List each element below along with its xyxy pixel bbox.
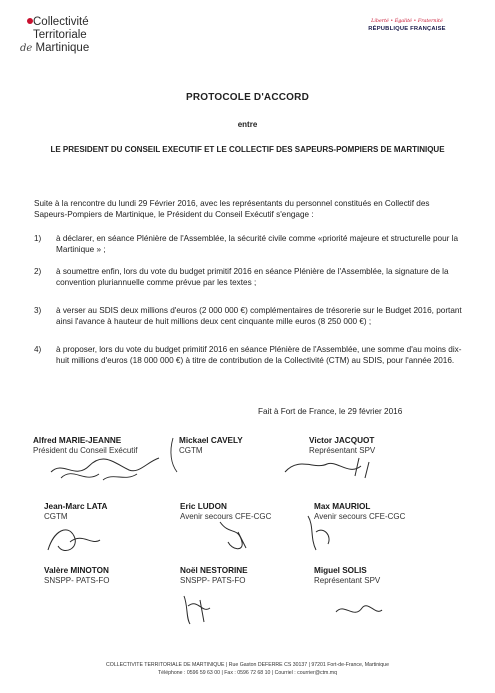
signatory-name: Noël NESTORINE — [180, 566, 248, 575]
place-date: Fait à Fort de France, le 29 février 2016 — [258, 407, 403, 416]
parties-title: LE PRESIDENT DU CONSEIL EXECUTIF ET LE COLLECTIF DES SAPEURS-POMPIERS DE MARTINIQUE — [50, 145, 445, 154]
item-text: à déclarer, en séance Plénière de l'Assemblée, la sécurité civile comme «priorité majeure et structurelle pour la Martinique » ; — [56, 234, 459, 254]
item-number: 1) — [34, 234, 42, 243]
footer-contact: Téléphone : 0596 59 63 00 | Fax : 0596 72 68 10 | Courriel : courrier@ctm.mq — [158, 670, 337, 676]
handwritten-signature — [179, 436, 319, 496]
item-number: 2) — [34, 267, 42, 276]
signatory-role: Président du Conseil Exécutif — [33, 446, 138, 455]
signatory-role: CGTM — [179, 446, 203, 455]
signatory-name: Miguel SOLIS — [314, 566, 367, 575]
intro-paragraph: Suite à la rencontre du lundi 29 Février 2016, avec les représentants du personnel constitués en Collectif des Sapeurs-Pompiers de Martinique, le Président du Conseil Exécutif s'engage : — [34, 199, 430, 219]
handwritten-signature — [309, 436, 449, 496]
between-label: entre — [237, 120, 258, 129]
item-number: 3) — [34, 306, 42, 315]
signatory-role: Représentant SPV — [309, 446, 376, 455]
signatory-name: Mickael CAVELY — [179, 436, 243, 445]
footer-address: COLLECTIVITE TERRITORIALE DE MARTINIQUE | Rue Gaston DEFERRE CS 30137 | 97201 Fort-de-France, Martinique — [106, 662, 389, 668]
republique-francaise: RÉPUBLIQUE FRANÇAISE — [368, 26, 446, 32]
handwritten-signature — [314, 566, 454, 636]
signatory-name: Victor JACQUOT — [309, 436, 375, 445]
signatory-name: Jean-Marc LATA — [44, 502, 108, 511]
item-number: 4) — [34, 345, 42, 354]
signature-block — [179, 436, 329, 455]
handwritten-signature — [180, 566, 320, 636]
item-text: à proposer, lors du vote du budget primitif 2016 en séance Plénière de l'Assemblée, une somme d'au moins dix-huit millions d'euros (18 000 000 €) à titre de contribution de la Collectivité (CTM) au SDIS, pour l'année 2016. — [56, 345, 462, 365]
signature-block — [33, 436, 183, 455]
handwritten-signature — [180, 502, 320, 562]
signatory-name: Valère MINOTON — [44, 566, 109, 575]
motto: Liberté • Égalité • Fraternité — [371, 19, 443, 24]
signatory-name: Max MAURIOL — [314, 502, 371, 511]
handwritten-signature — [33, 436, 173, 496]
signatory-role: Représentant SPV — [314, 576, 381, 585]
document-title: PROTOCOLE D'ACCORD — [185, 92, 310, 103]
logo-line-3: de — [20, 43, 33, 54]
signature-block — [314, 566, 464, 585]
ctm-logo — [20, 16, 140, 55]
signature-block — [309, 436, 459, 455]
signature-block — [180, 502, 330, 521]
handwritten-signature — [314, 502, 454, 562]
logo-dot-icon — [27, 18, 33, 24]
signatory-role: Avenir secours CFE-CGC — [180, 512, 272, 521]
signature-block — [180, 566, 330, 585]
logo-line-1: Collectivité — [33, 16, 89, 28]
signatory-name: Eric LUDON — [180, 502, 227, 511]
signatory-role: SNSPP- PATS-FO — [44, 576, 110, 585]
signature-block — [44, 566, 194, 585]
logo-line-2: Territoriale — [33, 29, 87, 41]
signatory-role: Avenir secours CFE-CGC — [314, 512, 406, 521]
item-text: à verser au SDIS deux millions d'euros (2 000 000 €) complémentaires de trésorerie sur le Budget 2016, portant ainsi l'avance à hauteur de huit millions deux cent cinquante mille euros (8 250 000 €) ; — [56, 306, 462, 326]
republique-logo — [367, 19, 447, 32]
signatory-role: CGTM — [44, 512, 68, 521]
item-text: à soumettre enfin, lors du vote du budget primitif 2016 en séance Plénière de l'Assemblée, la signature de la convention pluriannuelle comme prévue par les textes ; — [56, 267, 449, 287]
signatory-name: Alfred MARIE-JEANNE — [33, 436, 122, 445]
handwritten-signature — [44, 502, 184, 562]
signature-block — [44, 502, 194, 521]
logo-line-4: Martinique — [35, 42, 90, 54]
signatory-role: SNSPP- PATS-FO — [180, 576, 246, 585]
signature-block — [314, 502, 464, 521]
